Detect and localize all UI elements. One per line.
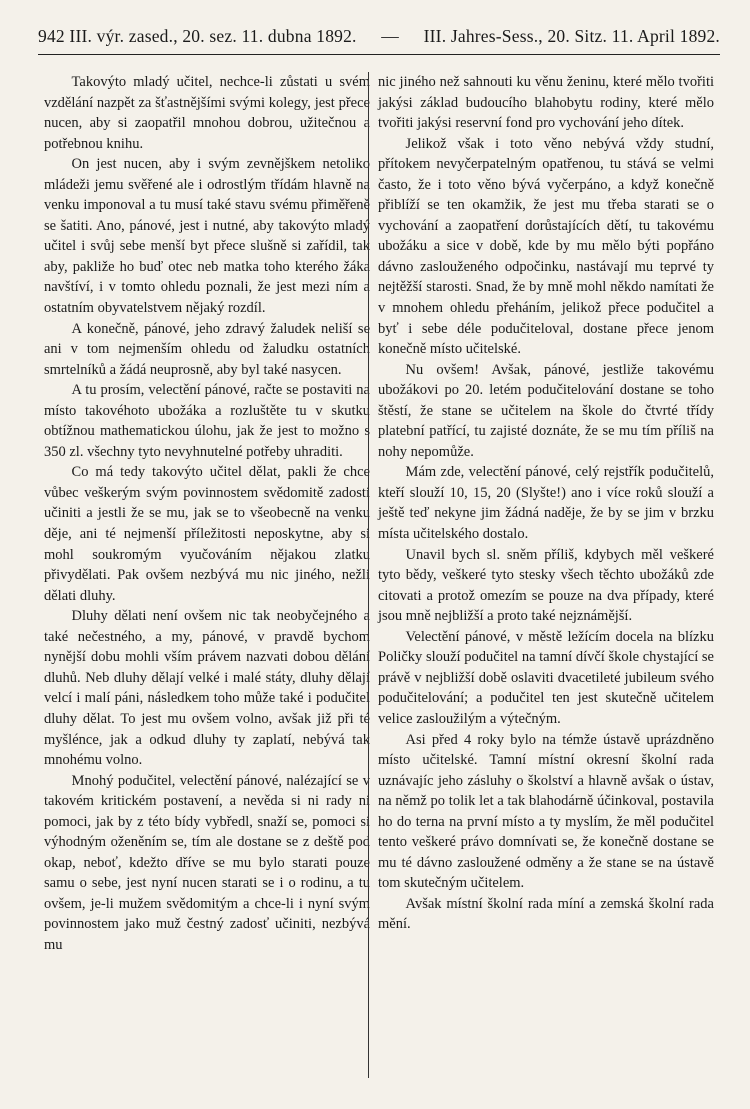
left-column	[44, 72, 370, 956]
paragraph: Mnohý podučitel, velectění pánové, nalézající se v takovém kritickém postavení, a nevěda si ni rady ni pomoci, jak by z této bídy vybředl, snaží se, pomoci si výhodným oženěním se, tím ale dostane se z deště pod okap, neboť, kdežto dříve se mu bylo starati pouze samu o sebe, jest nyní nucen starati se i o rodinu, a tu ovšem, je-li mužem svědomitým a chce-li i nyní svým povinnostem jako muž čestný zadosť učiniti, nezbývá mu	[44, 772, 370, 953]
paragraph: Dluhy dělati není ovšem nic tak neobyčejného a také nečestného, a my, pánové, v pravdě bychom nynější dobu mohli vším právem nazvati dobou dělání dluhů. Neb dluhy dělají velké i malé státy, dluhy dělají velcí i malí páni, následkem toho může také i podučitel dluhy dělat. To jest mu ovšem volno, avšak již při té myšlénce, jak a odkud dluhy ty zaplatí, nebývá tak mnohému volno.	[44, 608, 370, 769]
right-column	[378, 72, 714, 935]
paragraph: Takovýto mladý učitel, nechce-li zůstati u svém vzdělání nazpět za šťastnějšími svými kolegy, jest přece nucen, aby si zaopatřil mnohou dobrou, užitečnou a potřebnou knihu.	[44, 74, 370, 152]
column-divider	[368, 72, 369, 1078]
paragraph: A tu prosím, velectění pánové, račte se postaviti na místo takovéhoto ubožáka a rozluštěte tu v skutku obtížnou mathematickou úlohu, jak že jest to možno s 350 zl. všechny tyto nevyhnutelné potřeby uhraditi.	[44, 382, 370, 460]
paragraph: Avšak místní školní rada míní a zemská školní rada mění.	[378, 895, 714, 933]
paragraph: A konečně, pánové, jeho zdravý žaludek neliší se ani v tom nejmenším ohledu od žaludku ostatních smrtelníků a žádá neuprosně, aby byl také nasycen.	[44, 320, 370, 378]
header-rule	[38, 54, 720, 55]
paragraph-continuation: nic jiného než sahnouti ku věnu ženinu, které mělo tvořiti jakýsi základ budoucího blahobytu rodiny, které mělo tvořiti jakýsi reservní fond pro vychování jeho dítek.	[378, 74, 714, 132]
header-czech: 942 III. výr. zased., 20. sez. 11. dubna 1892.	[38, 26, 357, 46]
header-dash: —	[381, 26, 399, 46]
paragraph: Jelikož však i toto věno nebývá vždy studní, přítokem nevyčerpatelným opatřenou, tu stává se velmi často, že i toto věno bývá vyčerpáno, a když konečně přiblíží se ten okamžik, že jest mu třeba starati se o vychování a zaopatření dorůstajících dětí, tu takovému ubožáku a sice v době, kde by mu mělo býti popřáno dávno zaslouženého odpočinku, nastávají mu teprvé ty nejtěžší starosti. Snad, že by mně mohl někdo namítati že v mnohem ohledu přeháním, jelikož přece podučitel a byť i sebe déle podučiteloval, dostane přece jenom konečně místo učitelské.	[378, 135, 714, 358]
paragraph: Co má tedy takovýto učitel dělat, pakli že chce vůbec veškerým svým povinnostem svědomitě zadosti učiniti a jestli že se mu, jak se to všeobecně na venku děje, ani té nejmenší příležitosti neposkytne, aby si mohl soukromým vyučováním nějakou zlatku přivydělati. Pak ovšem nezbývá mu nic jiného, nežli dělati dluhy.	[44, 464, 370, 604]
paragraph: On jest nucen, aby i svým zevnějškem netoliko mládeži jemu svěřené ale i odrostlým třídám hlavně na venku imponoval a tu musí také stavu svému přiměřeně se šatiti. Ano, pánové, jest i nutné, aby takovýto mladý učitel i svůj sebe menší byt přece slušně si zařídil, tak aby, pakliže ho buď otec neb matka toho kterého žáka navštíví, i v tomto ohledu poznali, že jest mezi ním a ostatním obyvatelstvem nějaký rozdíl.	[44, 156, 370, 317]
paragraph: Asi před 4 roky bylo na témže ústavě uprázdněno místo učitelské. Tamní místní okresní školní rada uznávajíc jeho zásluhy o školství a hlavně avšak o ústav, na němž po tolik let a tak blahodárně účinkoval, postavila ho do terna na první místo a ty myslím, že měl podučitel tento veškeré právo domnívati se, že konečně dostane se mu té dávno zasloužené odměny a že stane se na ústavě tom skutečným učitelem.	[378, 731, 714, 892]
paragraph: Unavil bych sl. sněm příliš, kdybych měl veškeré tyto bědy, veškeré tyto stesky všech těchto ubožáků zde citovati a protož omezím se pouze na dva případy, které jsou mně nejbližší a proto také nejznámější.	[378, 546, 714, 625]
paragraph: Velectění pánové, v městě ležícím docela na blízku Poličky slouží podučitel na tamní dívčí škole chystající se právě v nejbližší době oslaviti dvacetileté jubileum svého podučitelování; a podučitel ten jest skutečně učitelem velice zasloužilým a výtečným.	[378, 628, 714, 727]
paragraph: Nu ovšem! Avšak, pánové, jestliže takovému ubožákovi po 20. letém podučitelování dostane se toho štěstí, že stane se učitelem na škole do čtvrté třídy platební patřící, tu zajisté doznáte, že se mu tím příliš na nohy nepomůže.	[378, 361, 714, 460]
header-german: III. Jahres-Sess., 20. Sitz. 11. April 1892.	[423, 26, 720, 46]
paragraph: Mám zde, velectění pánové, celý rejstřík podučitelů, kteří slouží 10, 15, 20 (Slyšte!) ano i více roků slouží a ještě teď nekyne jim žádná naděje, že by se jim v brzku místa učitelského dostalo.	[378, 464, 714, 543]
running-header	[38, 26, 720, 47]
